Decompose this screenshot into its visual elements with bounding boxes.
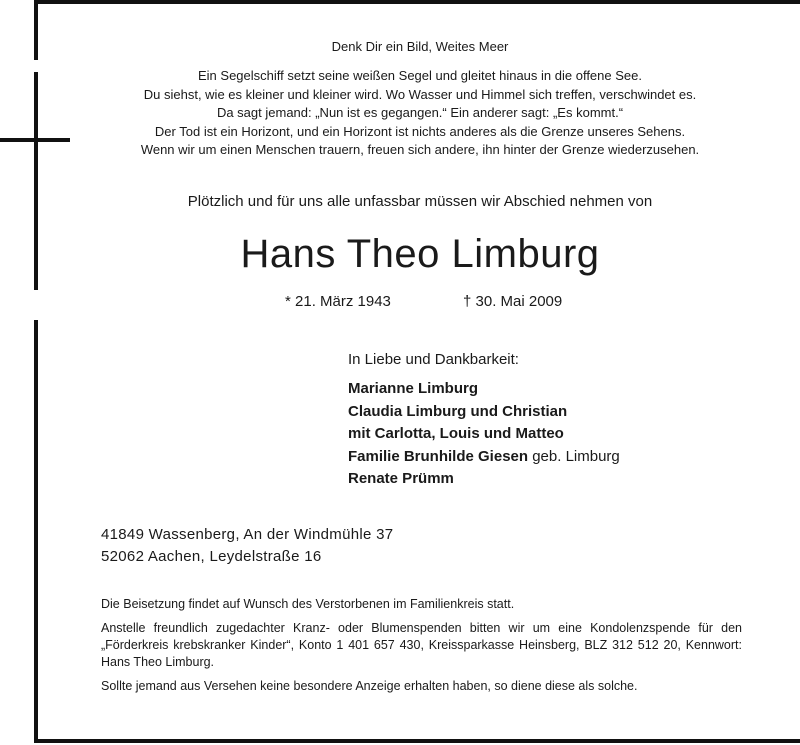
mourners-list — [348, 378, 620, 491]
poem-line: Der Tod ist ein Horizont, und ein Horizont ist nichts anderes als die Grenze unseres Sehens. — [154, 123, 686, 139]
mourner-name: Familie Brunhilde Giesen — [348, 447, 529, 465]
birth-date: * 21. März 1943 — [285, 293, 391, 310]
frame-top-border — [34, 0, 800, 4]
burial-note: Die Beisetzung findet auf Wunsch des Verstorbenen im Familienkreis statt. — [101, 597, 515, 611]
poem-line: Ein Segelschiff setzt seine weißen Segel und gleitet hinaus in die offene See. — [198, 68, 642, 83]
mourner — [348, 423, 620, 446]
poem-line: Da sagt jemand: „Nun ist es gegangen.“ Ein anderer sagt: „Es kommt.“ — [216, 105, 624, 120]
donation-note: Anstelle freundlich zugedachter Kranz- oder Blumenspenden bitten wir um eine Kondolenzspende für den „Förderkreis krebskranker Kinder“, Konto 1 401 657 430, Kreissparkasse Heinsberg, BLZ 312 512 20, Kennwort: Hans Theo Limburg. — [101, 621, 742, 669]
cross-icon-vertical — [34, 72, 38, 290]
notice-note: Sollte jemand aus Versehen keine besondere Anzeige erhalten haben, so diene diese als solche. — [101, 679, 638, 693]
mourner-maiden-name: geb. Limburg — [532, 447, 620, 465]
mourner — [348, 446, 620, 469]
mourner — [348, 378, 620, 401]
mourner — [348, 468, 620, 491]
mourner-name: Renate Prümm — [348, 470, 454, 487]
poem-title: Denk Dir ein Bild, Weites Meer — [331, 39, 509, 54]
death-date: † 30. Mai 2009 — [463, 293, 563, 310]
frame-bottom-border — [34, 739, 800, 743]
frame-left-border-lower — [34, 320, 38, 743]
poem-text — [40, 67, 800, 160]
address-line: 52062 Aachen, Leydelstraße 16 — [101, 548, 322, 565]
frame-left-border-upper — [34, 0, 38, 60]
mourner-name: mit Carlotta, Louis und Matteo — [348, 425, 564, 442]
farewell-intro: Plötzlich und für uns alle unfassbar müssen wir Abschied nehmen von — [187, 193, 653, 210]
love-line: In Liebe und Dankbarkeit: — [348, 351, 519, 368]
address-line: 41849 Wassenberg, An der Windmühle 37 — [101, 526, 394, 543]
deceased-name: Hans Theo Limburg — [240, 232, 600, 276]
addresses — [101, 524, 393, 568]
mourner — [348, 401, 620, 424]
mourner-name: Claudia Limburg und Christian — [348, 402, 568, 420]
poem-line: Wenn wir um einen Menschen trauern, freuen sich andere, ihn hinter der Grenze wiederzusehen. — [140, 142, 700, 157]
poem-line: Du siehst, wie es kleiner und kleiner wird. Wo Wasser und Himmel sich treffen, verschwindet es. — [143, 86, 697, 102]
notes — [101, 596, 742, 702]
mourner-name: Marianne Limburg — [348, 380, 479, 397]
